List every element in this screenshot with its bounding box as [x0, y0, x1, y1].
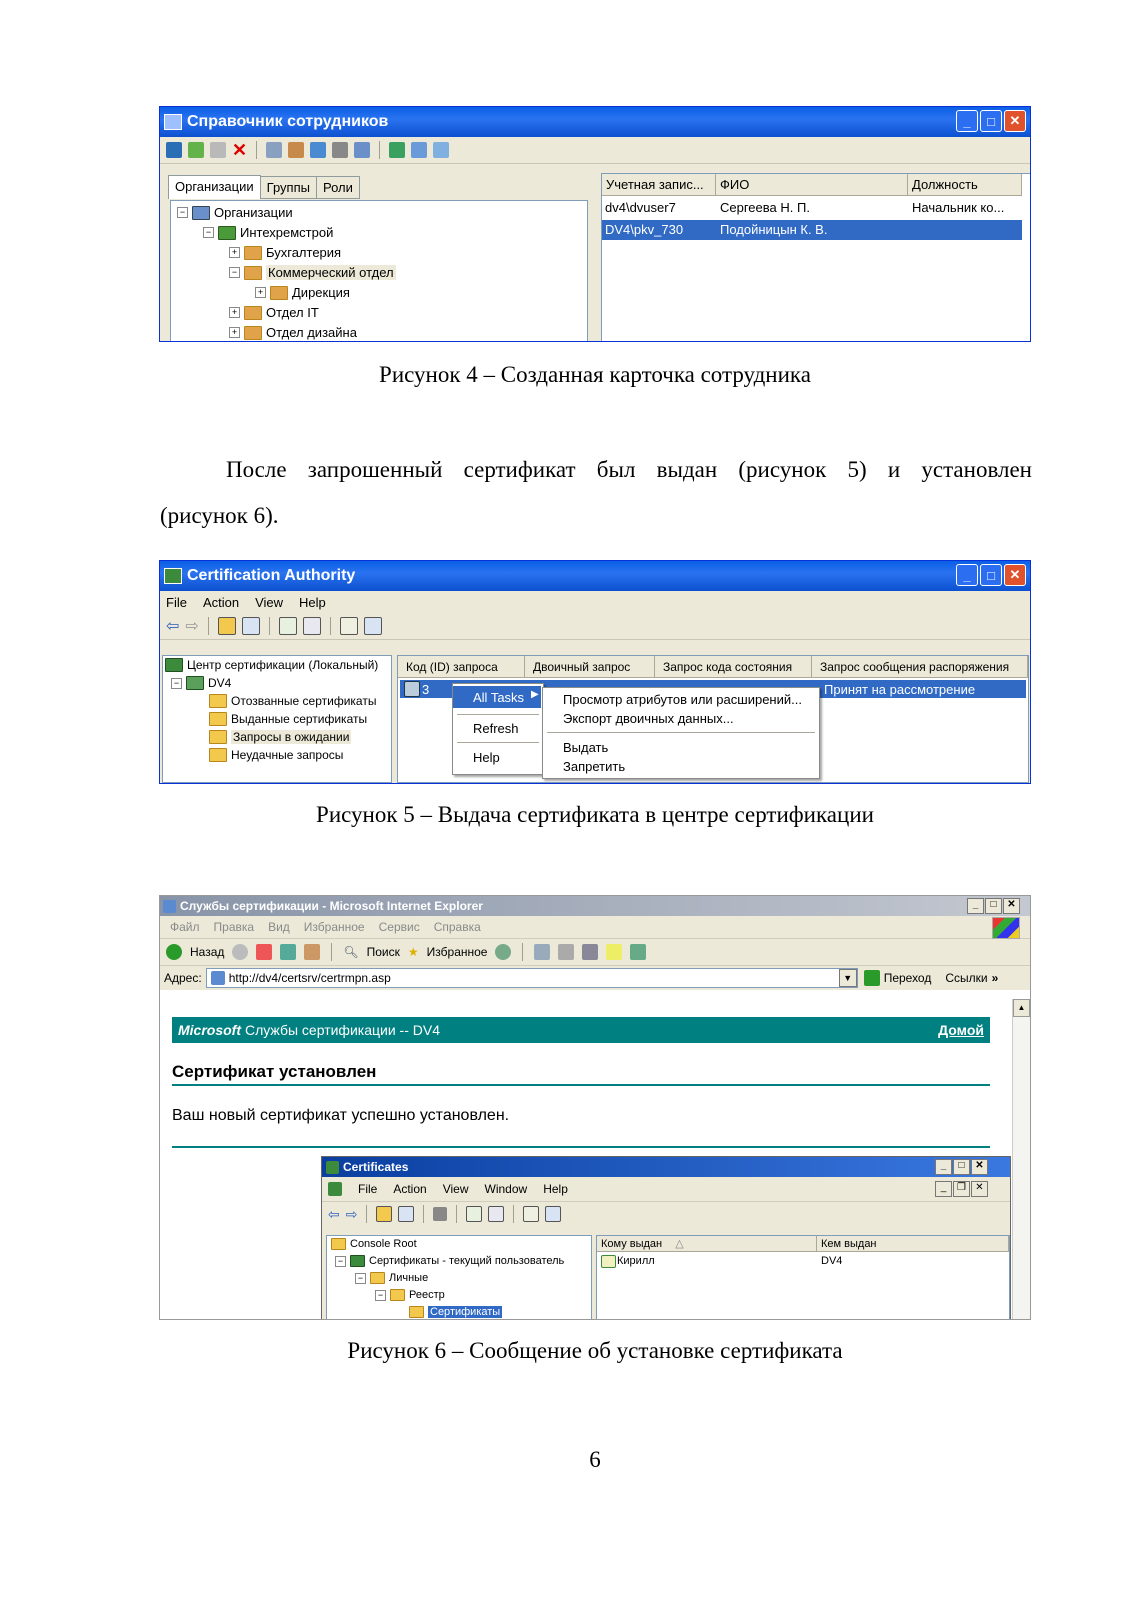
minimize-button[interactable]: _ — [967, 898, 984, 914]
mmc-menu-bar — [322, 1177, 1010, 1201]
menu-view[interactable]: View — [255, 594, 284, 610]
stop-icon[interactable] — [256, 944, 272, 960]
close-button[interactable]: ✕ — [1003, 898, 1020, 914]
tree-item-revoked[interactable]: Отозванные сертификаты — [231, 694, 377, 708]
window-titlebar[interactable] — [160, 561, 1030, 591]
print-icon[interactable] — [558, 944, 574, 960]
import-icon[interactable] — [411, 142, 427, 158]
refresh-icon[interactable] — [466, 1206, 482, 1222]
address-label: Адрес: — [164, 971, 202, 985]
column-name[interactable]: ФИО — [716, 174, 908, 196]
export-list-icon[interactable] — [488, 1206, 504, 1222]
folder-icon — [331, 1238, 346, 1250]
collapse-toggle[interactable]: − — [355, 1273, 366, 1284]
collapse-toggle[interactable]: − — [229, 267, 240, 278]
menu-view[interactable]: Вид — [268, 920, 290, 934]
child-restore-button[interactable]: ❐ — [953, 1181, 970, 1197]
all-tasks-submenu — [542, 687, 820, 779]
app-icon — [164, 114, 182, 130]
delete-icon[interactable]: ✕ — [232, 139, 248, 160]
column-request-id[interactable]: Код (ID) запроса — [398, 656, 525, 678]
success-message: Ваш новый сертификат успешно установлен. — [172, 1107, 510, 1124]
internet-explorer-window — [159, 895, 1031, 1320]
context-menu — [452, 683, 544, 775]
show-hide-tree-icon[interactable] — [398, 1206, 414, 1222]
vertical-scrollbar[interactable] — [1012, 999, 1030, 1319]
heading-rule — [172, 1084, 990, 1086]
toolbar-separator — [269, 617, 270, 635]
address-input[interactable] — [206, 968, 858, 988]
tab-strip — [168, 175, 360, 199]
forward-icon[interactable]: ⇨ — [345, 1205, 358, 1222]
submenu-view-attributes[interactable]: Просмотр атрибутов или расширений... — [563, 692, 802, 707]
ca-tree — [162, 655, 392, 783]
media-icon[interactable] — [495, 944, 511, 960]
window-title: Справочник сотрудников — [187, 113, 389, 130]
company-icon — [218, 226, 236, 240]
cell-account: DV4\pkv_730 — [605, 222, 684, 237]
submenu-deny[interactable]: Запретить — [563, 759, 626, 774]
ie-menu-bar — [160, 916, 1030, 938]
home-link[interactable]: Домой — [938, 1022, 984, 1038]
windows-logo-icon — [992, 917, 1020, 939]
certificates-snapin-icon — [350, 1255, 365, 1267]
search-users-icon[interactable] — [266, 142, 282, 158]
menu-item-help[interactable]: Help — [473, 750, 500, 765]
folder-open-icon — [209, 730, 227, 744]
org-tree — [170, 200, 588, 342]
column-disposition-message[interactable]: Запрос сообщения распоряжения — [812, 656, 1028, 678]
window-title: Службы сертификации - Microsoft Internet Explorer — [180, 899, 483, 913]
menu-action[interactable]: Action — [202, 594, 240, 610]
table-row-selected[interactable] — [602, 220, 1022, 240]
mmc-icon — [326, 1161, 339, 1174]
folder-icon — [370, 1272, 385, 1284]
employee-list — [601, 173, 1031, 342]
folder-icon — [390, 1289, 405, 1301]
tree-item-commercial[interactable]: Коммерческий отдел — [268, 265, 394, 280]
cell-position: Начальник ко... — [912, 200, 1005, 215]
organizations-icon — [192, 206, 210, 220]
messenger-icon[interactable] — [630, 944, 646, 960]
delete-icon[interactable] — [433, 1207, 447, 1221]
notes-icon[interactable] — [606, 944, 622, 960]
back-icon[interactable] — [166, 944, 182, 960]
properties-icon[interactable] — [210, 142, 226, 158]
app-icon — [164, 568, 182, 584]
department-icon — [244, 326, 262, 340]
figure-4-caption: Рисунок 4 – Созданная карточка сотрудника — [379, 362, 811, 387]
expand-toggle[interactable]: + — [229, 247, 240, 258]
submenu-arrow-icon: ▶ — [531, 689, 539, 700]
refresh-icon[interactable] — [166, 142, 182, 158]
find-icon[interactable] — [354, 142, 370, 158]
menu-help[interactable]: Help — [543, 1182, 568, 1196]
links-button[interactable]: Ссылки — [945, 971, 988, 985]
tree-item-it[interactable]: Отдел IT — [266, 305, 319, 320]
tree-item-accounting[interactable]: Бухгалтерия — [266, 245, 342, 260]
page-icon — [211, 971, 225, 985]
ca-root-icon — [165, 658, 183, 672]
group-icon[interactable] — [310, 142, 326, 158]
column-issued-by[interactable]: Кем выдан — [817, 1236, 1009, 1252]
toolbar — [160, 137, 1030, 164]
cell-name: Подойницын К. В. — [720, 222, 828, 237]
tree-item-direction[interactable]: Дирекция — [292, 285, 350, 300]
certification-authority-window — [159, 560, 1031, 784]
folder-icon — [209, 694, 227, 708]
back-button[interactable]: Назад — [190, 945, 225, 959]
export-icon[interactable] — [433, 142, 449, 158]
banner-text: Службы сертификации -- DV4 — [245, 1022, 440, 1038]
server-icon — [186, 676, 204, 690]
tree-item-issued[interactable]: Выданные сертификаты — [231, 712, 368, 726]
child-close-button[interactable]: ✕ — [971, 1181, 988, 1197]
tree-item-company[interactable]: Интехремстрой — [240, 225, 334, 240]
toolbar — [160, 613, 1030, 640]
cell-issued-by: DV4 — [821, 1255, 843, 1267]
collapse-toggle[interactable]: − — [375, 1290, 386, 1301]
column-binary-request[interactable]: Двоичный запрос — [525, 656, 655, 678]
properties-icon[interactable] — [545, 1206, 561, 1222]
toolbar-separator — [256, 141, 257, 159]
tree-item-failed[interactable]: Неудачные запросы — [231, 748, 344, 762]
properties-icon[interactable] — [364, 617, 382, 635]
child-minimize-button[interactable]: _ — [935, 1181, 952, 1197]
sync-icon[interactable] — [389, 142, 405, 158]
menu-help[interactable]: Help — [299, 594, 326, 610]
tab-roles[interactable]: Роли — [317, 176, 360, 199]
user-icon[interactable] — [288, 142, 304, 158]
department-icon — [244, 306, 262, 320]
submenu-export-binary[interactable]: Экспорт двоичных данных... — [563, 711, 734, 726]
ca-banner — [172, 1017, 990, 1043]
mmc-tree — [326, 1235, 592, 1320]
forward-icon[interactable]: ⇨ — [185, 618, 199, 635]
tree-item-registry[interactable]: Реестр — [409, 1289, 445, 1301]
mail-icon[interactable] — [534, 944, 550, 960]
dropdown-arrow-icon[interactable]: ▼ — [839, 969, 857, 987]
column-position[interactable]: Должность — [908, 174, 1022, 196]
cell-disposition-message: Принят на рассмотрение — [824, 682, 976, 697]
tree-item-dv4[interactable]: DV4 — [208, 676, 232, 690]
tab-organizations[interactable]: Организации — [168, 175, 261, 199]
role-icon[interactable] — [332, 142, 348, 158]
export-list-icon[interactable] — [303, 617, 321, 635]
tree-item-ca-root[interactable]: Центр сертификации (Локальный) — [187, 658, 379, 672]
menu-item-refresh[interactable]: Refresh — [473, 721, 519, 736]
window-title: Certification Authority — [187, 567, 356, 584]
submenu-issue[interactable]: Выдать — [563, 740, 609, 755]
console-icon — [328, 1182, 342, 1196]
folder-icon — [209, 712, 227, 726]
column-account[interactable]: Учетная запис... — [602, 174, 716, 196]
maximize-button[interactable]: □ — [980, 110, 1002, 132]
refresh-icon[interactable] — [279, 617, 297, 635]
menu-item-all-tasks[interactable]: All Tasks — [473, 690, 525, 705]
paragraph-line-1: После запрошенный сертификат был выдан (рисунок 5) и установлен — [226, 457, 1032, 482]
collapse-toggle[interactable]: − — [171, 678, 182, 689]
menu-file[interactable]: File — [166, 594, 187, 610]
minimize-button[interactable]: _ — [935, 1159, 952, 1175]
column-issued-to-label: Кому выдан — [601, 1238, 663, 1250]
expand-toggle[interactable]: + — [255, 287, 266, 298]
expand-toggle[interactable]: + — [229, 327, 240, 338]
go-button[interactable]: Переход — [883, 971, 932, 985]
menu-favorites[interactable]: Избранное — [303, 920, 365, 934]
menu-window[interactable]: Window — [484, 1182, 528, 1196]
forward-icon[interactable] — [232, 944, 248, 960]
favorites-icon[interactable]: ★ — [407, 945, 419, 959]
page-number: 6 — [589, 1447, 601, 1472]
show-hide-tree-icon[interactable] — [242, 617, 260, 635]
refresh-icon[interactable] — [280, 944, 296, 960]
body-paragraph — [160, 447, 1032, 539]
address-bar — [160, 965, 1030, 990]
scroll-up-icon[interactable]: ▲ — [1013, 999, 1030, 1017]
minimize-button[interactable]: _ — [956, 564, 978, 586]
toolbar-separator — [379, 141, 380, 159]
column-issued-to[interactable] — [597, 1236, 817, 1252]
employee-directory-window — [159, 106, 1031, 342]
back-icon[interactable]: ⇦ — [328, 1205, 340, 1222]
cell-issued-to: Кирилл — [617, 1255, 655, 1267]
table-row[interactable] — [597, 1254, 1009, 1270]
tree-item-personal[interactable]: Личные — [389, 1272, 429, 1284]
cell-name: Сергеева Н. П. — [720, 200, 810, 215]
minimize-button[interactable]: _ — [956, 110, 978, 132]
mmc-toolbar — [322, 1201, 1010, 1226]
tree-item-console-root[interactable]: Console Root — [350, 1238, 417, 1250]
home-icon[interactable] — [304, 944, 320, 960]
menu-file[interactable]: Файл — [170, 920, 200, 934]
request-icon — [404, 681, 420, 697]
menu-bar — [160, 591, 1030, 613]
menu-help[interactable]: Справка — [433, 920, 481, 934]
collapse-toggle[interactable]: − — [203, 227, 214, 238]
paragraph-line-2: (рисунок 6). — [160, 503, 279, 528]
banner-brand: Microsoft — [178, 1022, 241, 1038]
up-folder-icon[interactable] — [376, 1206, 392, 1222]
ie-toolbar — [160, 938, 1030, 965]
cell-account: dv4\dvuser7 — [605, 200, 676, 215]
tree-item-certificates[interactable]: Сертификаты — [430, 1306, 501, 1318]
folder-open-icon — [409, 1306, 424, 1318]
tab-groups[interactable]: Группы — [261, 176, 317, 199]
address-value: http://dv4/certsrv/certrmpn.asp — [228, 971, 391, 985]
expand-toggle[interactable]: + — [229, 307, 240, 318]
certificates-console-window — [321, 1156, 1011, 1320]
content-rule — [172, 1146, 990, 1148]
up-folder-icon[interactable] — [218, 617, 236, 635]
department-icon — [244, 266, 262, 280]
maximize-button[interactable]: □ — [980, 564, 1002, 586]
menu-file[interactable]: File — [358, 1182, 378, 1196]
tree-item-current-user[interactable]: Сертификаты - текущий пользователь — [369, 1255, 565, 1267]
page-heading: Сертификат установлен — [172, 1062, 377, 1081]
edit-icon[interactable] — [582, 944, 598, 960]
toolbar-separator — [330, 617, 331, 635]
mmc-titlebar[interactable] — [322, 1157, 1010, 1177]
search-button[interactable]: Поиск — [366, 945, 400, 959]
menu-tools[interactable]: Сервис — [378, 920, 420, 934]
table-row[interactable] — [602, 198, 1030, 218]
menu-edit[interactable]: Правка — [213, 920, 255, 934]
certificate-icon — [601, 1255, 616, 1268]
department-icon — [244, 246, 262, 260]
chevron-right-icon[interactable]: » — [991, 971, 999, 985]
ie-titlebar[interactable] — [160, 896, 1030, 916]
tree-item-organizations[interactable]: Организации — [214, 205, 293, 220]
figure-5-caption: Рисунок 5 – Выдача сертификата в центре сертификации — [316, 802, 874, 827]
go-icon[interactable] — [864, 970, 880, 986]
close-button[interactable]: ✕ — [971, 1159, 988, 1175]
tree-item-design[interactable]: Отдел дизайна — [266, 325, 357, 340]
close-button[interactable]: ✕ — [1004, 110, 1026, 132]
back-icon[interactable]: ⇦ — [166, 618, 180, 635]
window-titlebar[interactable] — [160, 107, 1030, 137]
menu-action[interactable]: Action — [393, 1182, 427, 1196]
help-icon[interactable] — [523, 1206, 539, 1222]
ie-icon — [163, 900, 176, 913]
folder-icon — [209, 748, 227, 762]
toolbar-separator — [208, 617, 209, 635]
maximize-button[interactable]: □ — [953, 1159, 970, 1175]
mmc-title: Certificates — [343, 1160, 409, 1174]
search-icon[interactable]: 🔍︎ — [343, 945, 359, 959]
sort-ascending-icon: △ — [675, 1238, 684, 1250]
column-status-code[interactable]: Запрос кода состояния — [655, 656, 812, 678]
figure-6-caption: Рисунок 6 – Сообщение об установке сертификата — [347, 1338, 843, 1363]
favorites-button[interactable]: Избранное — [426, 945, 488, 959]
mmc-cert-list — [596, 1235, 1010, 1320]
help-icon[interactable] — [340, 617, 358, 635]
tree-item-pending[interactable]: Запросы в ожидании — [233, 730, 350, 744]
collapse-toggle[interactable]: − — [335, 1256, 346, 1267]
close-button[interactable]: ✕ — [1004, 564, 1026, 586]
collapse-toggle[interactable]: − — [177, 207, 188, 218]
cell-request-id: 3 — [422, 682, 430, 697]
maximize-button[interactable]: □ — [985, 898, 1002, 914]
department-icon — [270, 286, 288, 300]
new-icon[interactable] — [188, 142, 204, 158]
menu-view[interactable]: View — [442, 1182, 469, 1196]
